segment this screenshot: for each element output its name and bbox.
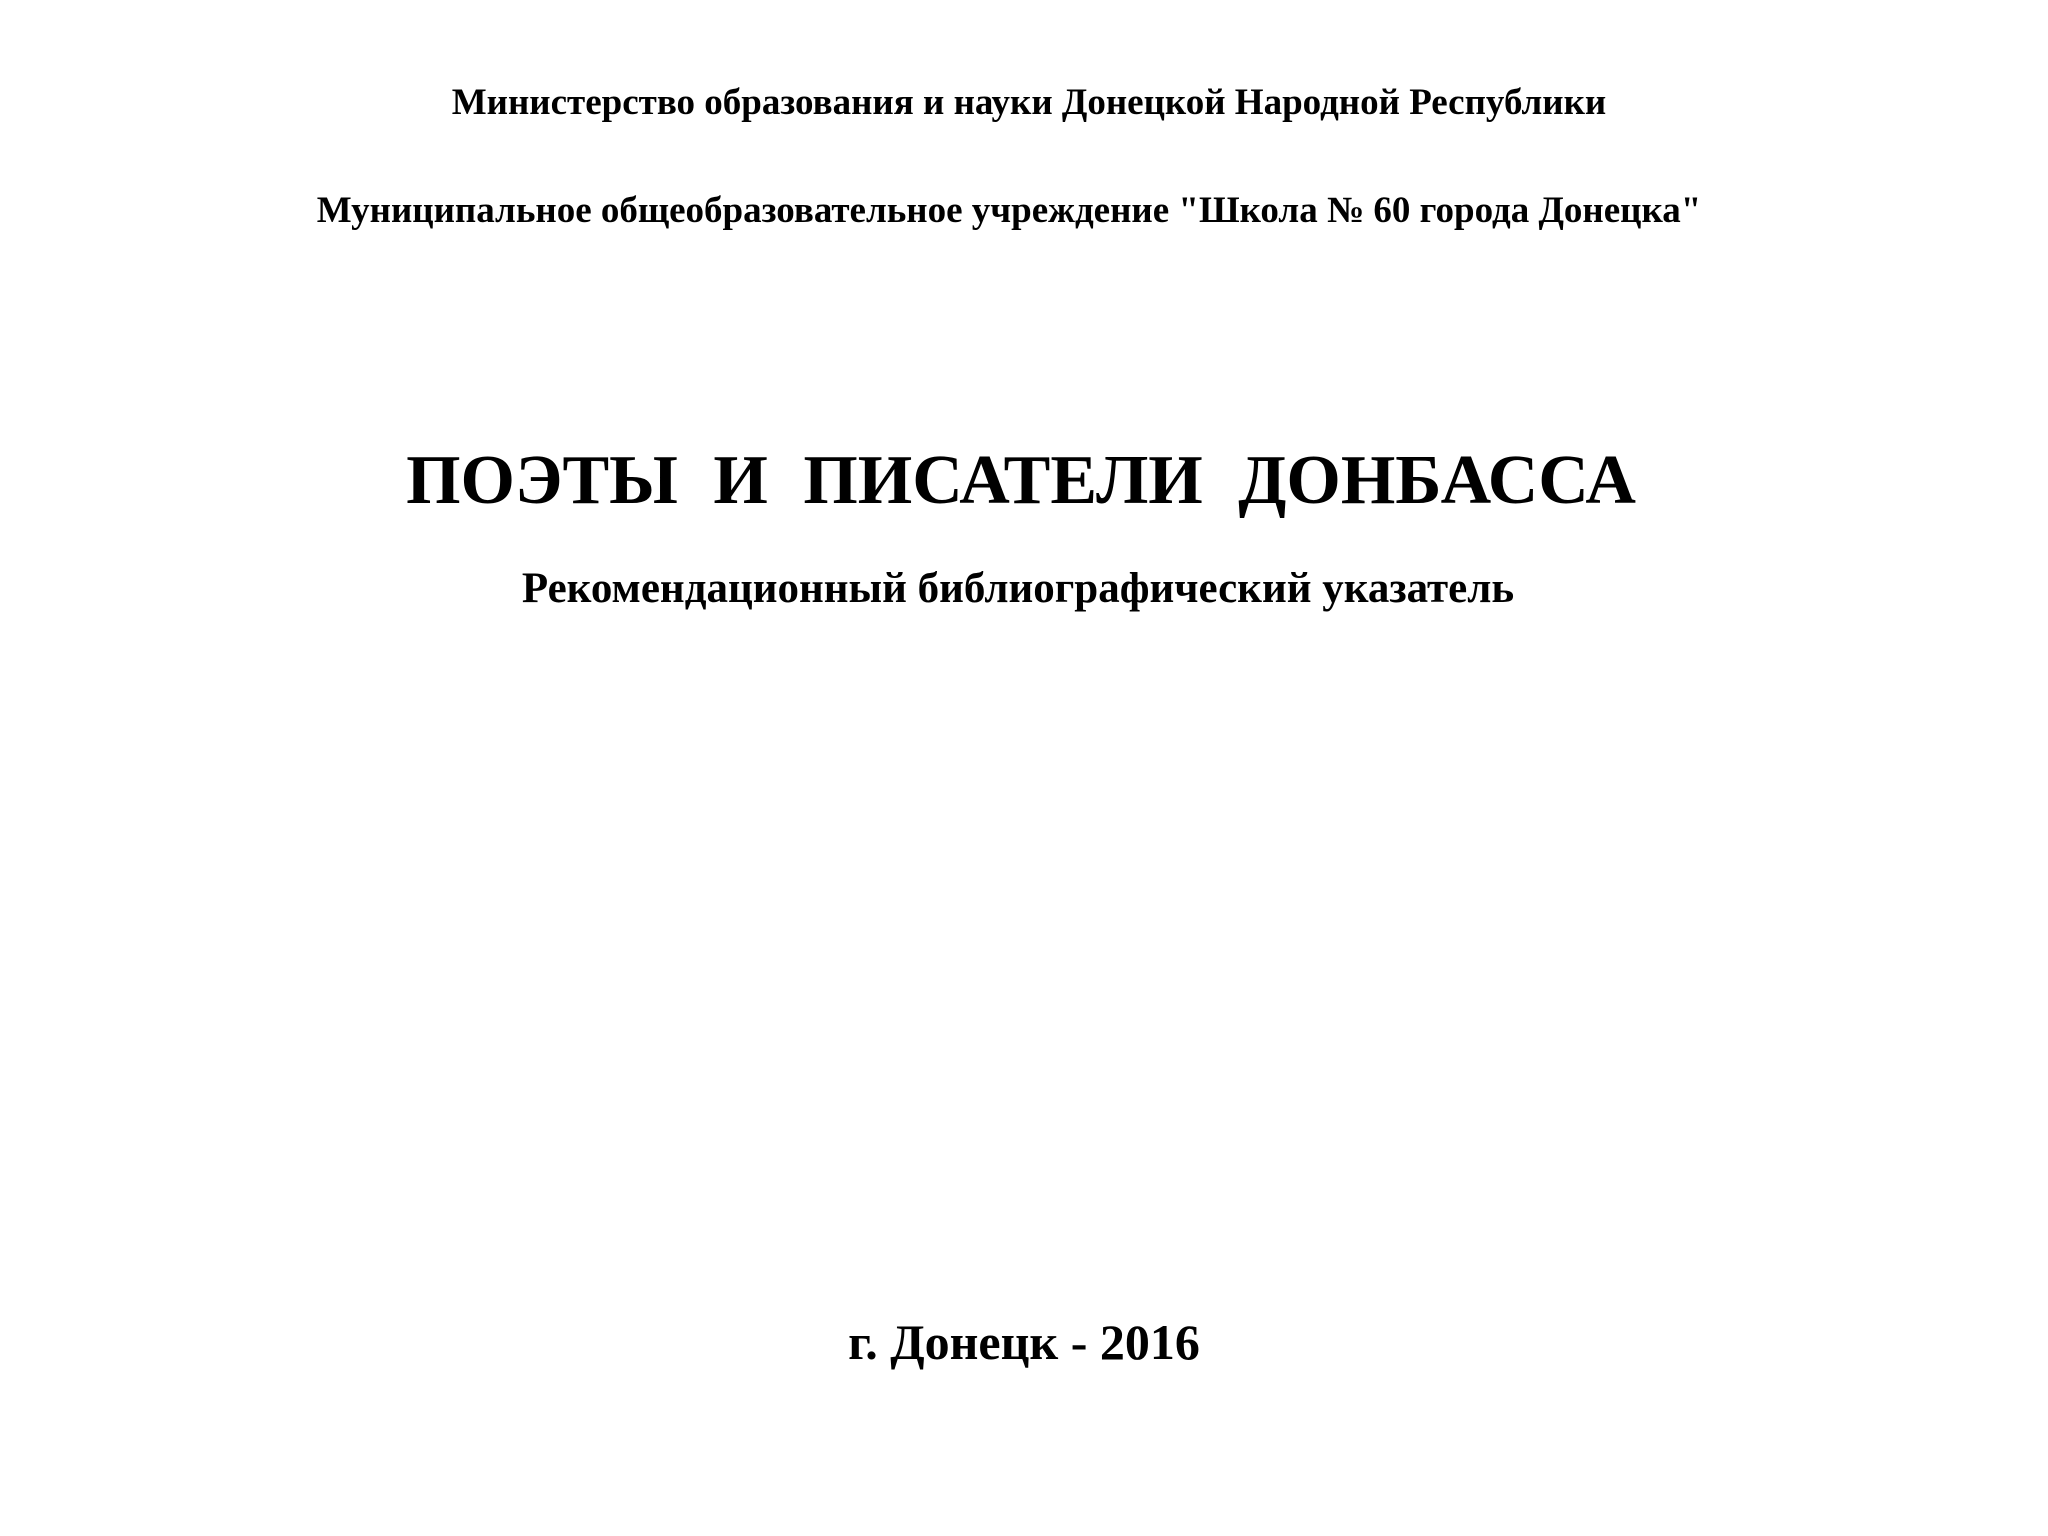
document-subtitle: Рекомендационный библиографический указатель: [521, 565, 1515, 612]
institution-heading: Муниципальное общеобразовательное учреждение "Школа № 60 города Донецка": [316, 190, 1702, 231]
city-year: г. Донецк - 2016: [848, 1314, 1200, 1370]
document-title: ПОЭТЫ И ПИСАТЕЛИ ДОНБАССА: [406, 442, 1636, 519]
ministry-heading: Министерство образования и науки Донецкой Народной Республики: [451, 82, 1607, 123]
